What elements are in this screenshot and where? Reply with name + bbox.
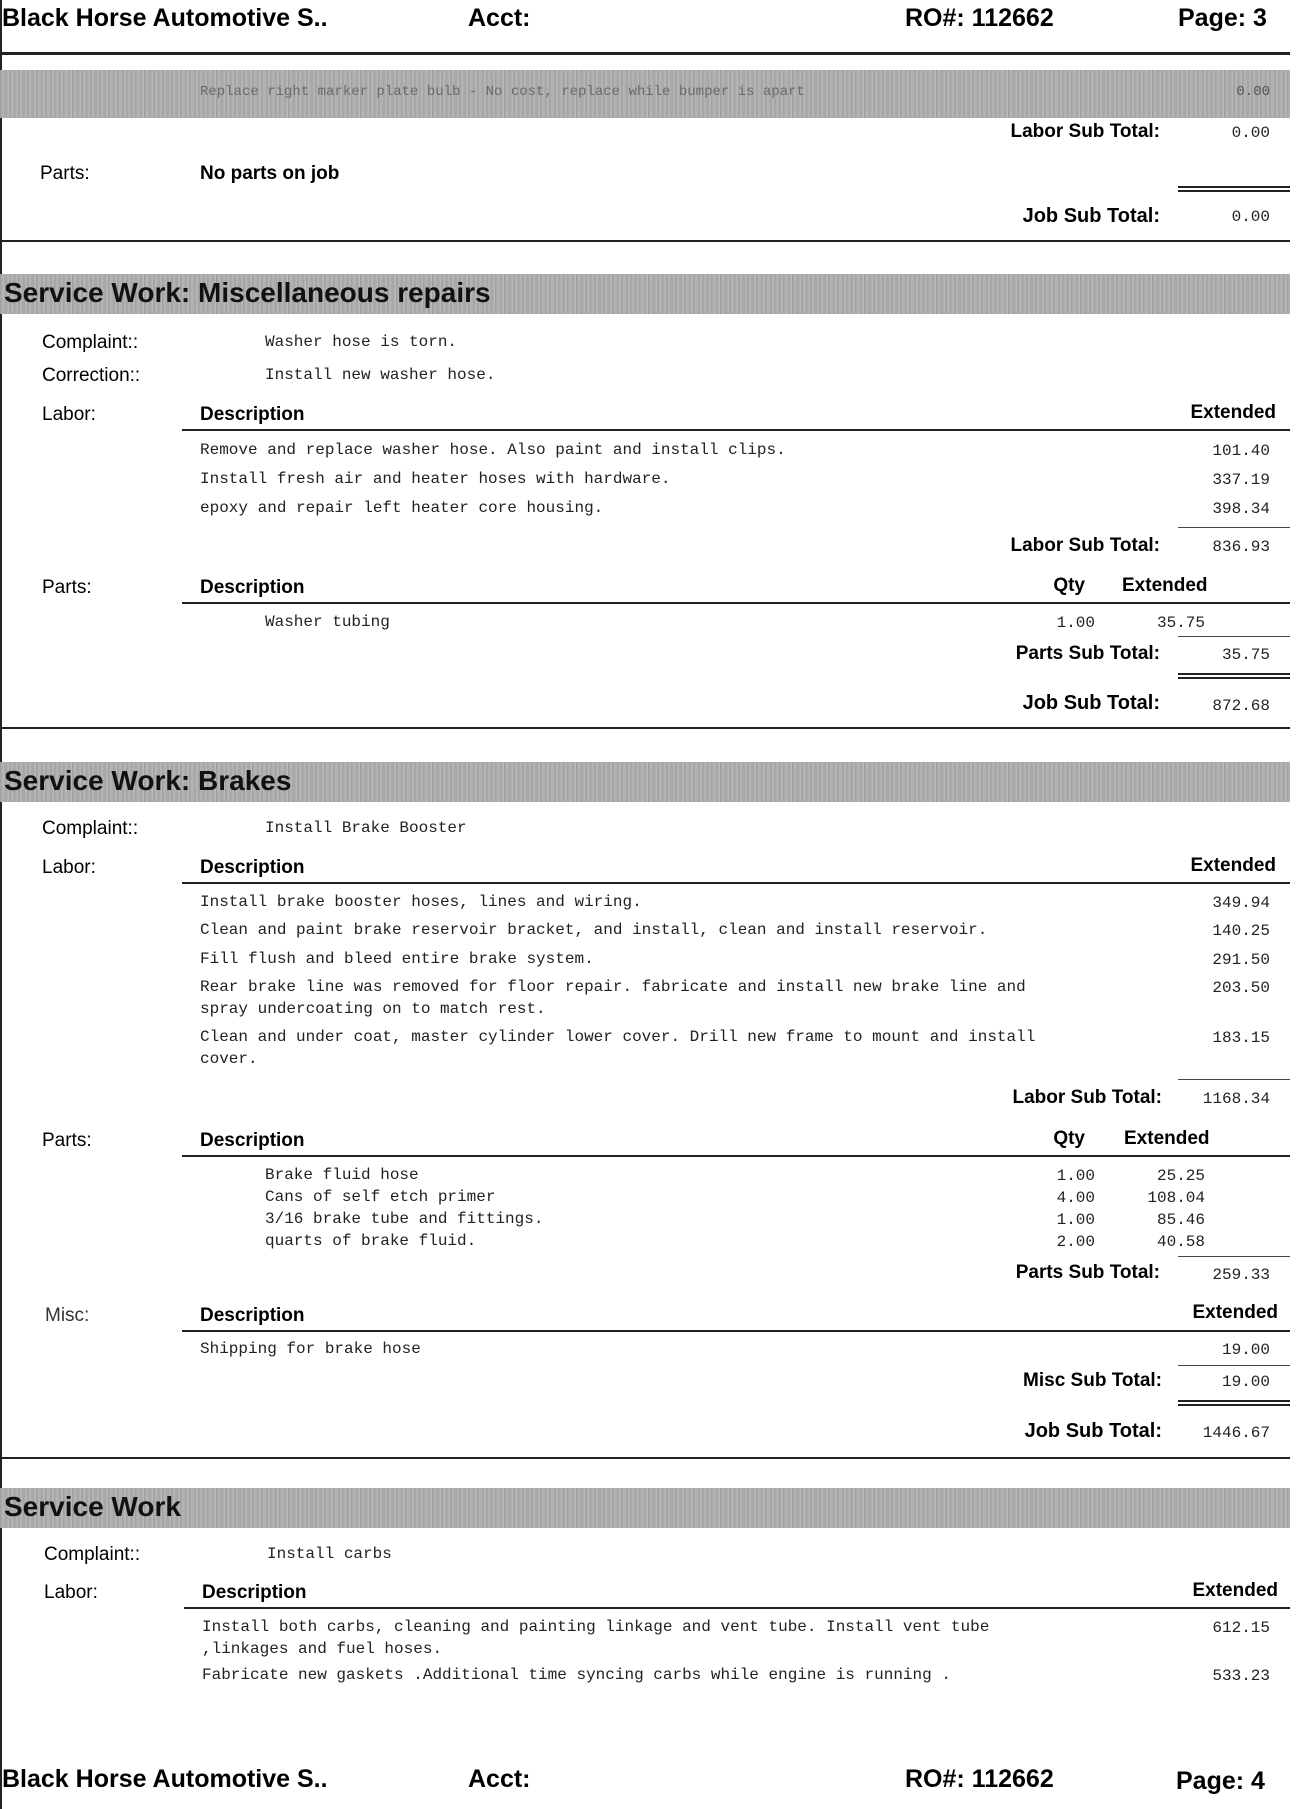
job3-labor-desc-1: Fabricate new gaskets .Additional time syncing carbs while engine is running . [202,1666,951,1684]
job2-parts-desc-header: Description [200,1130,305,1151]
job2-part-desc-1: Cans of self etch primer [265,1188,496,1206]
job3-labor-amount-1: 533.23 [1212,1667,1270,1685]
job2-labor-amount-0: 349.94 [1212,894,1270,912]
job2-labor-sum-rule [1178,1079,1290,1080]
job2-labor-desc-header: Description [200,857,305,878]
job2-labor-label: Labor: [42,857,96,878]
job2-labor-amount-2: 291.50 [1212,951,1270,969]
job2-labor-desc-0: Install brake booster hoses, lines and wiring. [200,893,642,911]
job2-misc-subtotal-label: Misc Sub Total: [1023,1370,1162,1391]
job3-labor-label: Labor: [44,1582,98,1603]
job2-parts-subtotal-label: Parts Sub Total: [1015,1262,1160,1283]
page-number-page4: Page: 4 [1176,1767,1265,1795]
job2-labor-subtotal: 1168.34 [1202,1090,1270,1108]
job3-complaint-label: Complaint:: [44,1544,141,1565]
job0-labor-subtotal: 0.00 [1231,124,1270,142]
left-page-edge [0,0,2,1809]
job3-complaint: Install carbs [267,1545,392,1563]
job1-double-rule [1178,673,1290,679]
job1-labor-label: Labor: [42,404,96,425]
job2-labor-subtotal-label: Labor Sub Total: [1012,1087,1162,1108]
job1-parts-qty-header: Qty [1053,575,1085,596]
job1-correction: Install new washer hose. [265,366,496,384]
job2-parts-qty-header: Qty [1053,1128,1085,1149]
job2-title-band [0,762,1290,802]
job1-parts-label: Parts: [42,577,92,598]
job2-labor-desc-3b: spray undercoating on to match rest. [200,1000,546,1018]
job2-misc-desc-header: Description [200,1305,305,1326]
job2-misc-extended-header: Extended [1192,1302,1278,1323]
job0-job-subtotal: 0.00 [1231,208,1270,226]
job2-part-amount-3: 40.58 [1156,1233,1205,1251]
job0-job-subtotal-label: Job Sub Total: [1022,205,1160,227]
job1-part-qty-0: 1.00 [1056,614,1095,632]
job1-correction-label: Correction:: [42,365,141,386]
no-parts-text: No parts on job [200,163,340,184]
faded-labor-amount: 0.00 [1236,84,1270,100]
job2-part-desc-0: Brake fluid hose [265,1166,419,1184]
job1-labor-extended-header: Extended [1190,402,1276,423]
acct-label-page4: Acct: [468,1765,531,1793]
page-number: Page: 3 [1178,4,1267,32]
job2-misc-desc-0: Shipping for brake hose [200,1340,421,1358]
job3-title: Service Work [4,1491,181,1522]
job2-parts-label: Parts: [42,1130,92,1151]
job2-part-qty-0: 1.00 [1056,1167,1095,1185]
job2-labor-extended-header: Extended [1190,855,1276,876]
job1-labor-desc-header: Description [200,404,305,425]
job1-complaint-label: Complaint:: [42,332,139,353]
job1-labor-subtotal: 836.93 [1212,538,1270,556]
job2-labor-desc-2: Fill flush and bleed entire brake system. [200,950,594,968]
company-name: Black Horse Automotive S.. [2,4,328,32]
job1-labor-desc-2: epoxy and repair left heater core housing. [200,499,604,517]
job2-labor-amount-1: 140.25 [1212,922,1270,940]
job2-misc-header-rule [182,1330,1290,1332]
job1-job-subtotal: 872.68 [1212,697,1270,715]
job2-part-qty-2: 1.00 [1056,1211,1095,1229]
job2-double-rule [1178,1400,1290,1406]
job1-parts-header-rule [182,602,1290,604]
job3-labor-extended-header: Extended [1192,1580,1278,1601]
job1-labor-amount-2: 398.34 [1212,500,1270,518]
job2-labor-desc-4b: cover. [200,1050,258,1068]
job3-title-band [0,1488,1290,1528]
job2-part-amount-2: 85.46 [1156,1211,1205,1229]
job2-labor-desc-4: Clean and under coat, master cylinder lower cover. Drill new frame to mount and install [200,1028,1036,1046]
job0-parts-label: Parts: [40,163,90,184]
job1-job-subtotal-label: Job Sub Total: [1022,692,1160,714]
job0-labor-subtotal-label: Labor Sub Total: [1010,121,1160,142]
job2-parts-header-rule [182,1155,1290,1157]
job2-labor-desc-3: Rear brake line was removed for floor repair. fabricate and install new brake line and [200,978,1026,996]
faded-labor-line: Replace right marker plate bulb - No cost, replace while bumper is apart [200,84,805,100]
job1-parts-subtotal: 35.75 [1221,646,1270,664]
job2-part-qty-1: 4.00 [1056,1189,1095,1207]
job3-labor-amount-0: 612.15 [1212,1619,1270,1637]
job0-double-rule [1178,186,1290,192]
job2-end-rule [0,1457,1290,1459]
job2-parts-extended-header: Extended [1124,1128,1210,1149]
job2-part-desc-2: 3/16 brake tube and fittings. [265,1210,544,1228]
job1-title-band [0,274,1290,314]
job1-part-amount-0: 35.75 [1156,614,1205,632]
job1-complaint: Washer hose is torn. [265,333,458,351]
job2-misc-sum-rule [1178,1365,1290,1366]
job1-end-rule [0,727,1290,729]
job2-labor-amount-4: 183.15 [1212,1029,1270,1047]
job1-labor-header-rule [182,429,1290,431]
job1-title: Service Work: Miscellaneous repairs [4,277,491,308]
job1-parts-sum-rule [1178,636,1290,637]
ro-number: RO#: 112662 [905,4,1054,32]
job3-labor-header-rule [184,1607,1290,1609]
job1-labor-amount-1: 337.19 [1212,471,1270,489]
job2-labor-amount-3: 203.50 [1212,979,1270,997]
job1-labor-sum-rule [1178,527,1290,528]
job1-parts-extended-header: Extended [1122,575,1208,596]
job2-labor-desc-1: Clean and paint brake reservoir bracket, and install, clean and install reservoir. [200,921,988,939]
job1-labor-desc-0: Remove and replace washer hose. Also paint and install clips. [200,441,786,459]
job1-part-desc-0: Washer tubing [265,613,390,631]
job2-job-subtotal: 1446.67 [1202,1424,1270,1442]
job1-labor-amount-0: 101.40 [1212,442,1270,460]
job2-parts-subtotal: 259.33 [1212,1266,1270,1284]
job2-part-qty-3: 2.00 [1056,1233,1095,1251]
company-name-page4: Black Horse Automotive S.. [2,1765,328,1793]
acct-label: Acct: [468,4,531,32]
job1-parts-subtotal-label: Parts Sub Total: [1015,643,1160,664]
job2-misc-label: Misc: [45,1305,90,1326]
job2-part-amount-1: 108.04 [1147,1189,1205,1207]
job2-complaint-label: Complaint:: [42,818,139,839]
job1-labor-desc-1: Install fresh air and heater hoses with hardware. [200,470,671,488]
job2-labor-header-rule [182,882,1290,884]
job0-end-rule [0,240,1290,242]
job2-job-subtotal-label: Job Sub Total: [1024,1420,1162,1442]
job2-part-amount-0: 25.25 [1156,1167,1205,1185]
job2-misc-amount-0: 19.00 [1221,1341,1270,1359]
job2-part-desc-3: quarts of brake fluid. [265,1232,477,1250]
job1-parts-desc-header: Description [200,577,305,598]
job1-labor-subtotal-label: Labor Sub Total: [1010,535,1160,556]
ro-number-page4: RO#: 112662 [905,1765,1054,1793]
job2-parts-sum-rule [1178,1256,1290,1257]
job2-title: Service Work: Brakes [4,765,292,796]
job2-misc-subtotal: 19.00 [1221,1373,1270,1391]
job3-labor-desc-0: Install both carbs, cleaning and painting linkage and vent tube. Install vent tube [202,1618,990,1636]
job2-complaint: Install Brake Booster [265,819,467,837]
job3-labor-desc-0b: ,linkages and fuel hoses. [202,1640,443,1658]
job3-labor-desc-header: Description [202,1582,307,1603]
header-rule [0,52,1290,55]
